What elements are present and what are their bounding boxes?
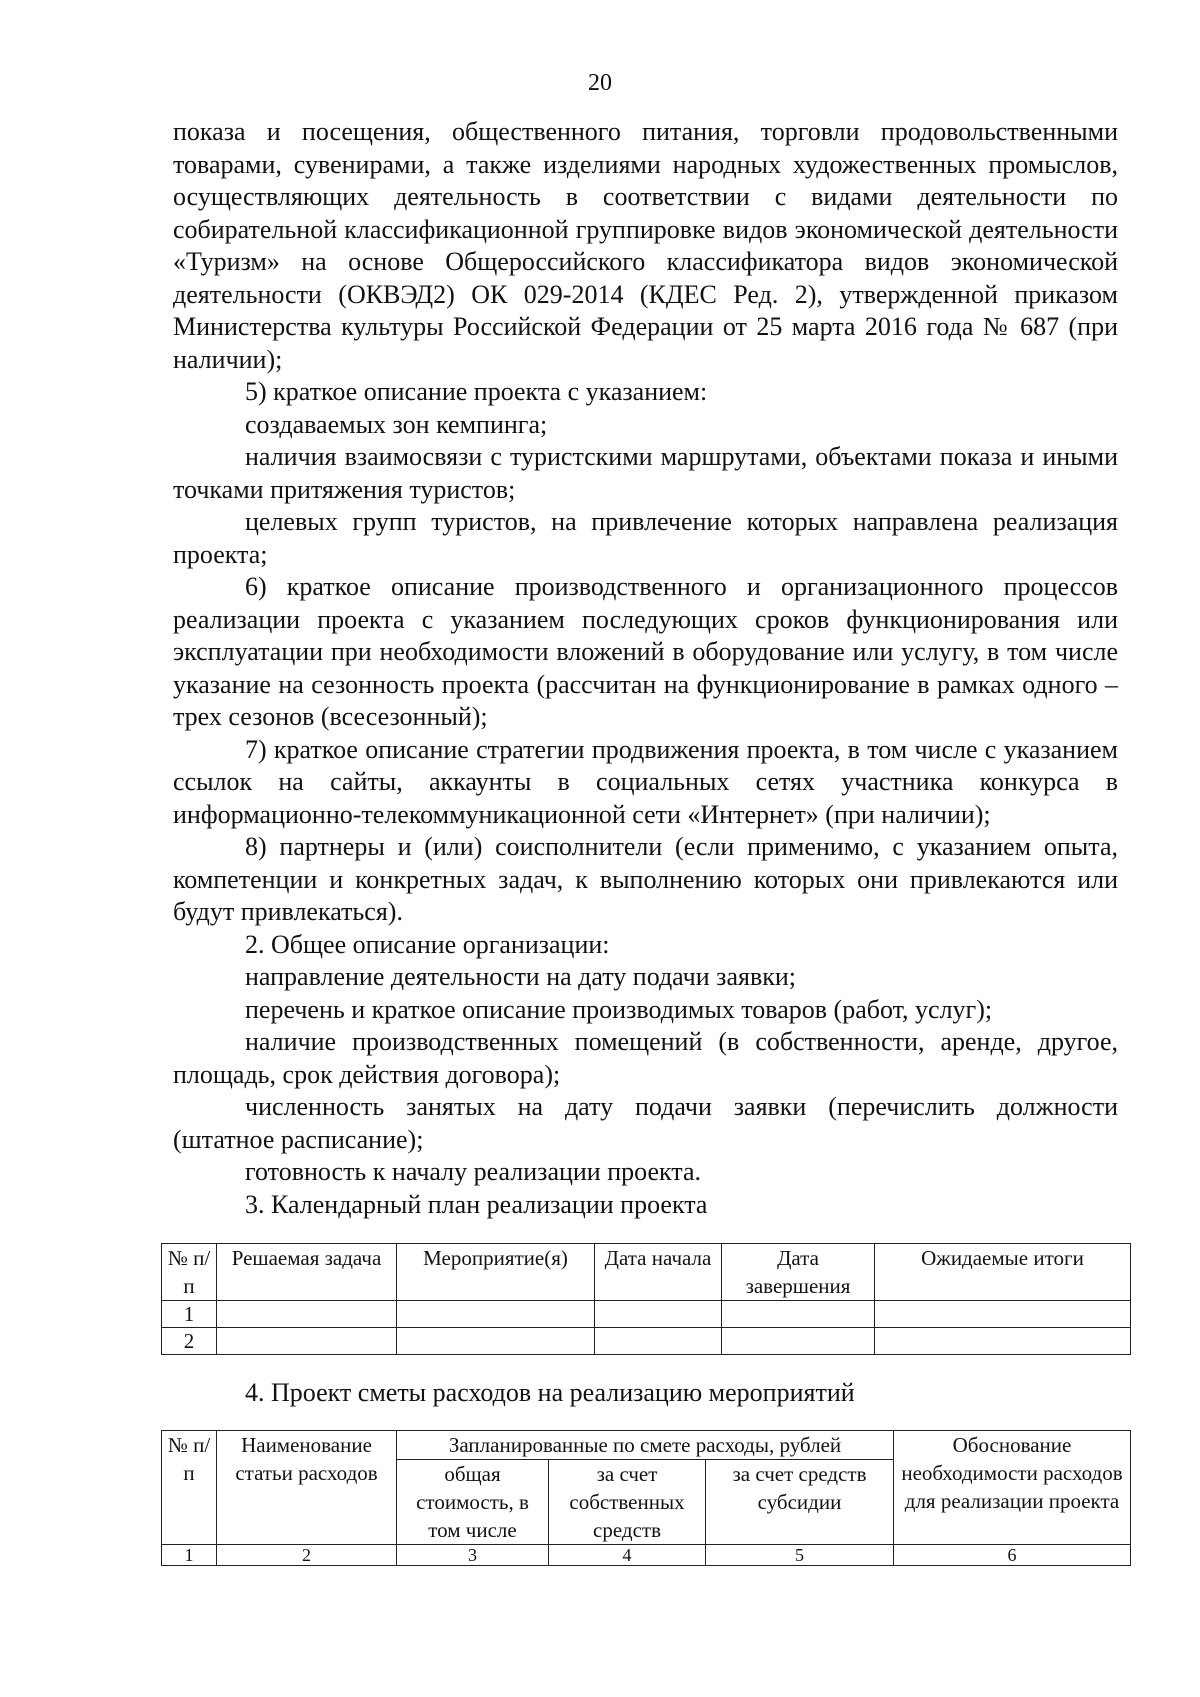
table-header: за счет средств субсидии [706,1460,894,1545]
table-row [162,1328,1131,1355]
table-cell [722,1301,875,1328]
paragraph: целевых групп туристов, на привлечение которых направлена реализация проекта; [173,507,1118,569]
paragraph: показа и посещения, общественного питания, торговли продовольственными товарами, сувенирами, а также изделиями народных художественных промыслов, осуществляющих деятельность в соответствии с видами деятельности по собирательной классификационной группировке видов экономической деятельности «Туризм» на основе Общероссийского классификатора видов экономической деятельности (ОКВЭД2) ОК 029-2014 (КДЕС Ред. 2), утвержденной приказом Министерства культуры Российской Федерации от 25 марта 2016 года № 687 (при наличии); [173,117,1118,374]
section-heading: 2. Общее описание организации: [245,929,610,959]
column-number: 4 [549,1545,706,1566]
table-cell [875,1328,1131,1355]
table-cell [722,1328,875,1355]
paragraph: 5) краткое описание проекта с указанием: [245,377,708,406]
paragraph: создаваемых зон кемпинга; [245,409,548,439]
table-header: Обоснование необходимости расходов для реализации проекта [894,1431,1131,1545]
paragraph: 6) краткое описание производственного и организационного процессов реализации проекта с указанием последующих сроков функционирования или эксплуатации при необходимости вложений в оборудование или услугу, в том числе указание на сезонность проекта (рассчитан на функционирование в рамках одного – трех сезонов (всесезонный); [173,572,1118,731]
page-number: 20 [588,70,612,96]
table-cell [397,1301,595,1328]
table-header: Мероприятие(я) [397,1244,595,1301]
table-cell [595,1328,722,1355]
budget-table [161,1430,1131,1566]
table-row [162,1545,1131,1566]
table-header: Дата завершения [722,1244,875,1301]
table-cell [397,1328,595,1355]
table-row [162,1301,1131,1328]
table-cell [875,1301,1131,1328]
column-number: 3 [397,1545,549,1566]
paragraph: 8) партнеры и (или) соисполнители (если применимо, с указанием опыта, компетенции и конкретных задач, к выполнению которых они привлекаются или будут привлекаться). [173,832,1118,926]
paragraph: 7) краткое описание стратегии продвижения проекта, в том числе с указанием ссылок на сайты, аккаунты в социальных сетях участника конкурса в информационно-телекоммуникационной сети «Интернет» (при наличии); [173,734,1118,829]
table-cell [595,1301,722,1328]
table-header: Ожидаемые итоги [875,1244,1131,1301]
table-header: № п/п [162,1244,217,1301]
paragraph: наличие производственных помещений (в собственности, аренде, другое, площадь, срок действия договора); [173,1027,1118,1089]
budget-heading: 4. Проект сметы расходов на реализацию мероприятий [245,1378,855,1407]
table-header: общая стоимость, в том числе [397,1460,549,1545]
table-cell: 2 [162,1328,217,1355]
table-header: за счет собственных средств [549,1460,706,1545]
paragraph: готовность к началу реализации проекта. [245,1157,702,1186]
table-header: Запланированные по смете расходы, рублей [397,1431,894,1460]
document-body [173,116,1118,1221]
table-cell [217,1328,397,1355]
column-number: 2 [217,1545,397,1566]
paragraph: наличия взаимосвязи с туристскими маршрутами, объектами показа и иными точками притяжения туристов; [173,442,1118,504]
column-number: 5 [706,1545,894,1566]
paragraph: направление деятельности на дату подачи заявки; [245,962,796,991]
table-cell: 1 [162,1301,217,1328]
section-heading: 3. Календарный план реализации проекта [245,1189,708,1219]
table-header: Наименование статьи расходов [217,1431,397,1545]
table-header: Решаемая задача [217,1244,397,1301]
column-number: 1 [162,1545,217,1566]
paragraph: численность занятых на дату подачи заявки (перечислить должности (штатное расписание); [173,1092,1118,1154]
table-header: № п/п [162,1431,217,1545]
column-number: 6 [894,1545,1131,1566]
table-cell [217,1301,397,1328]
paragraph: перечень и краткое описание производимых товаров (работ, услуг); [245,994,993,1024]
table-header: Дата начала [595,1244,722,1301]
calendar-plan-table [161,1243,1131,1355]
